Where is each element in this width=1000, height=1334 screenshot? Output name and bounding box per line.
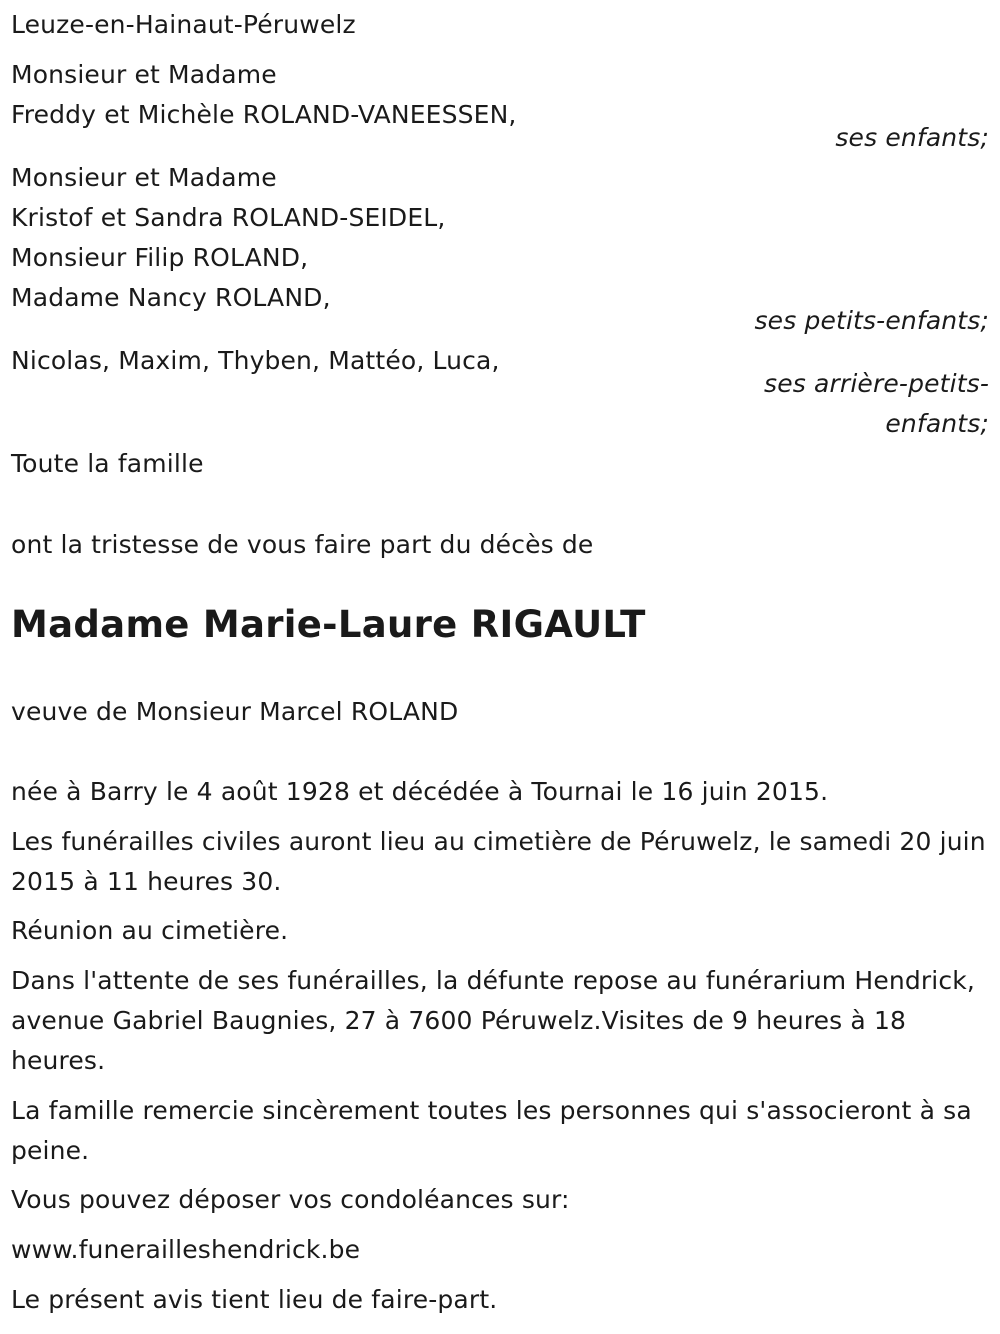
children-line-1: Monsieur et Madame <box>11 60 277 89</box>
meeting: Réunion au cimetière. <box>11 916 289 945</box>
birth-death: née à Barry le 4 août 1928 et décédée à Tournai le 16 juin 2015. <box>11 777 829 806</box>
grandchildren-role: ses petits-enfants; <box>754 306 989 335</box>
grandchildren-line-4: Madame Nancy ROLAND, <box>11 283 331 312</box>
grandchildren-line-3: Monsieur Filip ROLAND, <box>11 243 309 272</box>
website-link[interactable]: www.funerailleshendrick.be <box>11 1235 361 1264</box>
funeral-details: Les funérailles civiles auront lieu au cimetière de Péruwelz, le samedi 20 juin 2015 à 11 heures 30. <box>11 827 986 896</box>
children-line-2: Freddy et Michèle ROLAND-VANEESSEN, <box>11 100 517 129</box>
announcement: ont la tristesse de vous faire part du décès de <box>11 530 594 559</box>
grandchildren-line-2: Kristof et Sandra ROLAND-SEIDEL, <box>11 203 446 232</box>
widow-of: veuve de Monsieur Marcel ROLAND <box>11 697 459 726</box>
great-grandchildren-role-1: ses arrière-petits- <box>764 369 989 398</box>
notice: Le présent avis tient lieu de faire-part. <box>11 1285 498 1314</box>
children-role: ses enfants; <box>835 123 989 152</box>
rest-details: Dans l'attente de ses funérailles, la défunte repose au funérarium Hendrick, avenue Gabriel Baugnies, 27 à 7600 Péruwelz.Visites de 9 heures à 18 heures. <box>11 966 976 1075</box>
condolences: Vous pouvez déposer vos condoléances sur: <box>11 1185 570 1214</box>
great-grandchildren-names: Nicolas, Maxim, Thyben, Mattéo, Luca, <box>11 346 500 375</box>
location: Leuze-en-Hainaut-Péruwelz <box>11 10 356 39</box>
great-grandchildren-role-2: enfants; <box>885 409 989 438</box>
family: Toute la famille <box>11 449 204 478</box>
grandchildren-line-1: Monsieur et Madame <box>11 163 277 192</box>
thanks: La famille remercie sincèrement toutes les personnes qui s'associeront à sa peine. <box>11 1096 972 1165</box>
deceased-name: Madame Marie-Laure RIGAULT <box>11 603 646 646</box>
